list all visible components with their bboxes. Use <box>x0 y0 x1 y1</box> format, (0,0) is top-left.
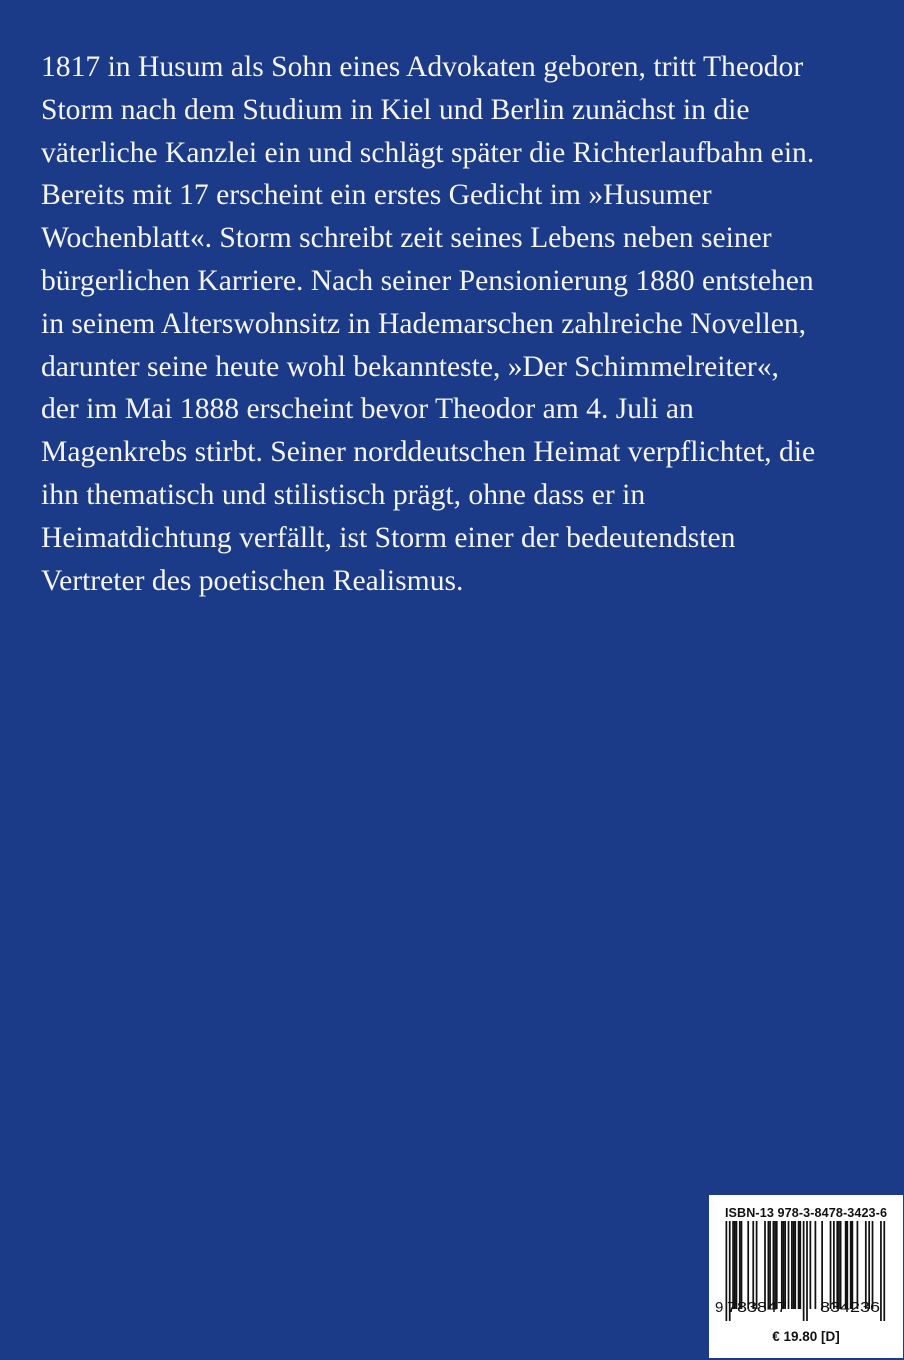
barcode-digits <box>715 1299 880 1316</box>
barcode-guard-bar <box>806 1221 808 1321</box>
barcode-bar <box>773 1221 775 1309</box>
biography-line: Wochenblatt«. Storm schreibt zeit seines Lebens neben seiner <box>41 222 772 255</box>
biography-line: bürgerlichen Karriere. Nach seiner Pensionierung 1880 entstehen <box>41 264 814 297</box>
barcode-bar <box>821 1221 823 1309</box>
barcode-bar <box>732 1221 734 1309</box>
barcode-bar <box>781 1221 783 1309</box>
barcode-left-digits: 783847 <box>727 1299 787 1316</box>
barcode-bar <box>783 1221 785 1309</box>
barcode-bar <box>810 1221 812 1309</box>
barcode-right-digits: 834236 <box>820 1299 880 1316</box>
barcode-bar <box>833 1221 835 1309</box>
barcode-bar <box>794 1221 796 1309</box>
barcode-bar <box>836 1221 838 1309</box>
barcode-bar <box>747 1221 749 1309</box>
barcode-bar <box>868 1221 870 1309</box>
barcode-bar <box>739 1221 741 1309</box>
barcode-bar <box>830 1221 832 1309</box>
barcode-guard-bar <box>803 1221 805 1321</box>
barcode-bar <box>734 1221 736 1309</box>
barcode-bar <box>764 1221 766 1309</box>
barcode-bar <box>784 1221 786 1309</box>
barcode-guard-bar <box>883 1221 885 1321</box>
biography-line: der im Mai 1888 erscheint bevor Theodor am 4. Juli an <box>41 393 694 426</box>
barcode-bar <box>798 1221 800 1309</box>
biography-line: väterliche Kanzlei ein und schlägt später die Richterlaufbahn ein. <box>41 136 815 169</box>
barcode-bar <box>845 1221 847 1309</box>
barcode-bar <box>769 1221 771 1309</box>
barcode-bar <box>756 1221 758 1309</box>
biography-line: Bereits mit 17 erscheint ein erstes Gedicht im »Husumer <box>41 179 712 212</box>
barcode-first-digit: 9 <box>715 1299 724 1316</box>
barcode-guard-bar <box>880 1221 882 1321</box>
price-label: € 19.80 [D] <box>772 1329 840 1344</box>
isbn-barcode-label <box>709 1195 903 1358</box>
biography-line: ihn thematisch und stilistisch prägt, ohne dass er in <box>41 478 646 511</box>
biography-line: 1817 in Husum als Sohn eines Advokaten geboren, tritt Theodor <box>41 51 804 83</box>
barcode-bar <box>857 1221 859 1309</box>
barcode-bar <box>838 1221 840 1309</box>
barcode-bar <box>865 1221 867 1309</box>
barcode-bar <box>768 1221 770 1309</box>
barcode-bar <box>872 1221 874 1309</box>
biography-line: Storm nach dem Studium in Kiel und Berlin zunächst in die <box>41 93 750 126</box>
barcode-bar <box>793 1221 795 1309</box>
biography-line: Heimatdichtung verfällt, ist Storm einer der bedeutendsten <box>41 521 736 554</box>
biography-line: Magenkrebs stirbt. Seiner norddeutschen Heimat verpflichtet, die <box>41 436 816 469</box>
biography-line: darunter seine heute wohl bekannteste, »Der Schimmelreiter«, <box>41 350 779 383</box>
isbn-number: ISBN-13 978-3-8478-3423-6 <box>724 1206 888 1220</box>
barcode-bar <box>840 1221 842 1309</box>
barcode-bar <box>736 1221 738 1309</box>
barcode-bar <box>850 1221 852 1309</box>
barcode-bar <box>799 1221 801 1309</box>
barcode-bar <box>774 1221 776 1309</box>
barcode-bar <box>776 1221 778 1309</box>
barcode-bar <box>852 1221 854 1309</box>
barcode-bar <box>788 1221 790 1309</box>
barcode-bar <box>815 1221 817 1309</box>
author-biography <box>41 46 881 602</box>
barcode-bar <box>791 1221 793 1309</box>
barcode-bar <box>752 1221 754 1309</box>
biography-line: in seinem Alterswohnsitz in Hademarschen zahlreiche Novellen, <box>41 307 807 340</box>
barcode-bar <box>846 1221 848 1309</box>
barcode-bar <box>741 1221 743 1309</box>
biography-line: Vertreter des poetischen Realismus. <box>41 564 464 597</box>
